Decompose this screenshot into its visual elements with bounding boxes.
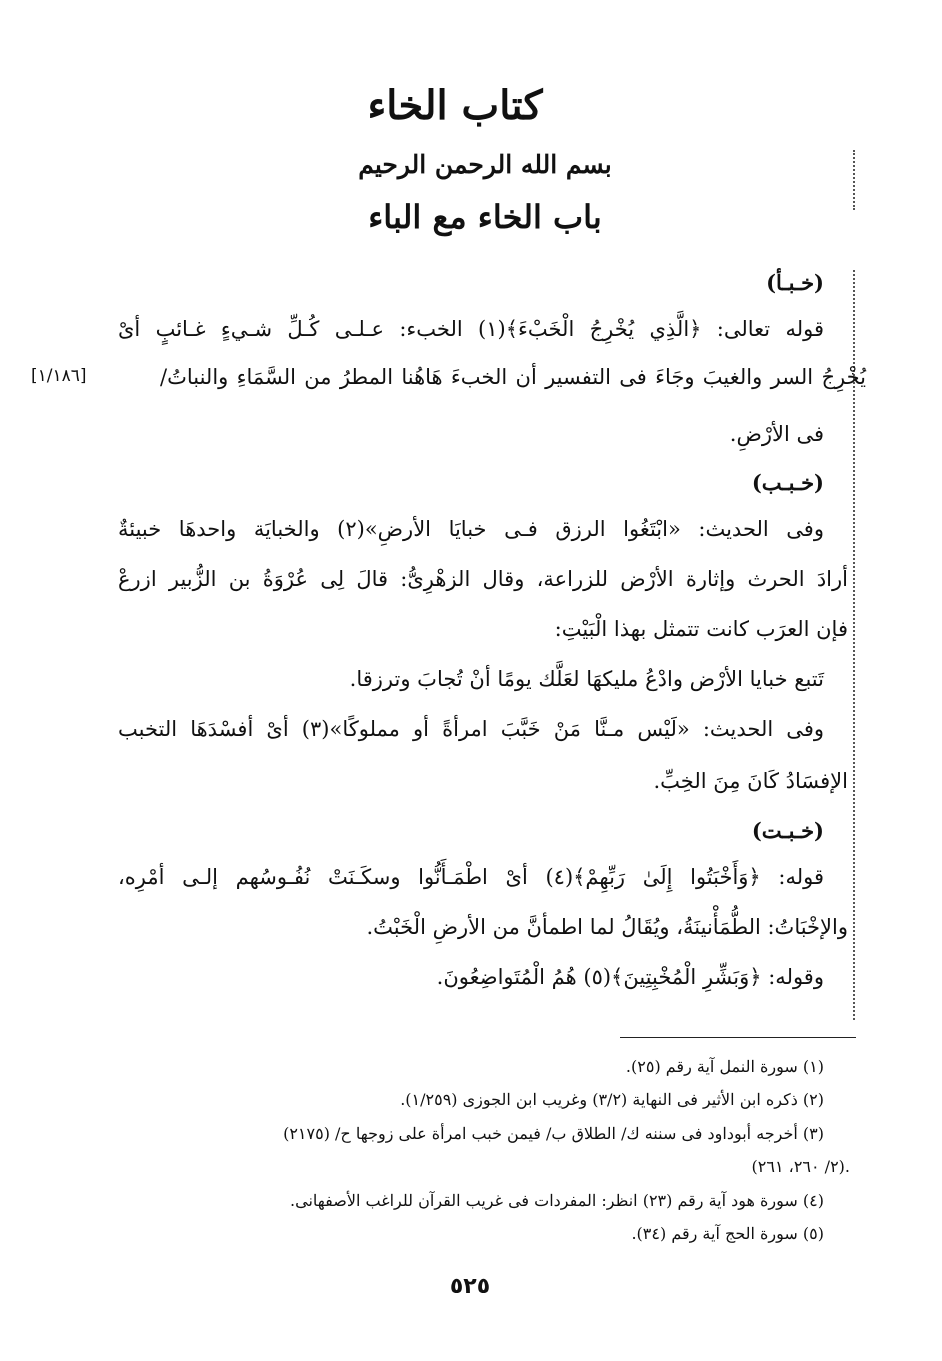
footnote: (٢) ذكره ابن الأثير فى النهاية (٣/٢) وغريب ابن الجوزى (١/٢٥٩).	[400, 1090, 824, 1109]
text-line: أرادَ الحرث وإثارة الأرْض للزراعة، وقال الزهْرِىُّ: قالَ لِى عُرْوَةُ بن الزُّبير ازرعْ	[118, 567, 848, 591]
book-title: كتاب الخاء	[367, 82, 543, 129]
root-heading: (خـبـت)	[751, 818, 824, 843]
text-line: يُخْرِجُ السر والغيبَ وجَاءَ فى التفسير أن الخبءَ هَاهُنا المطرُ من السَّمَاءِ والنباتُ/	[160, 365, 866, 389]
text-line: فإن العرَب كانت تتمثل بهذا الْبَيْتِ:	[554, 617, 848, 641]
margin-dots	[853, 150, 857, 210]
footnote-separator	[620, 1037, 856, 1038]
footnote: (٣) أخرجه أبوداود فى سننه ك/ الطلاق ب/ فيمن خبب امرأة على زوجها ح/ (٢١٧٥)	[283, 1124, 824, 1143]
text-line: فى الأرْضِ.	[729, 422, 824, 446]
basmala: بسم الله الرحمن الرحيم	[358, 150, 612, 179]
text-line: وفى الحديث: «ابْتَغُوا الرزق فـى خبايَا الأرضِ»(٢) والخبايَة واحدهَا خبيئةٌ	[118, 517, 824, 541]
footnote: (٥) سورة الحج آية رقم (٣٤).	[631, 1224, 824, 1243]
text-line: وفى الحديث: «لَيْس مـنَّا مَنْ خَبَّبَ امرأةً أو مملوكًا»(٣) أىْ أفسْدَهَا التخبب	[118, 717, 824, 741]
page-number: ٥٢٥	[449, 1274, 491, 1299]
text-line: قوله: ﴿وَأَخْبَتُوا إِلَىٰ رَبِّهِمْ﴾(٤) أىْ اطْمَـأَنُّوا وسكَـنَتْ نُفُـوسُهم إلـى أمْرِه،	[118, 865, 825, 889]
root-heading: (خـبـب)	[751, 470, 824, 495]
margin-marker: [١/١٨٦]	[31, 366, 87, 386]
chapter-title: باب الخاء مع الباء	[368, 198, 602, 236]
poem-verse: تَتبع خبايا الأرْض وادْعُ مليكهَا لعَلَّك يومًا أنْ تُجابَ وترزقا.	[349, 667, 824, 691]
footnote: (١) سورة النمل آية رقم (٢٥).	[625, 1057, 824, 1076]
text-line: الإفسَادُ كَانَ مِنَ الخِبِّ.	[653, 769, 848, 793]
footnote-continuation: (٢/ ٢٦٠، ٢٦١).	[751, 1157, 850, 1176]
text-line: قوله تعالى: ﴿الَّذِي يُخْرِجُ الْخَبْءَ﴾(١) الخبء: عـلـى كُـلِّ شـيءٍ غـائبٍ أىْ	[118, 317, 824, 341]
footnote: (٤) سورة هود آية رقم (٢٣) انظر: المفردات فى غريب القرآن للراغب الأصفهانى.	[290, 1191, 824, 1210]
text-line: والإخْبَاتُ: الطُّمَأْنينَةُ، ويُقَالُ لما اطمأنَّ من الأرضِ الْخَبْتُ.	[366, 915, 848, 939]
root-heading: (خـبـأ)	[766, 270, 824, 295]
text-line: وقوله: ﴿وَبَشِّرِ الْمُخْبِتِينَ﴾(٥) هُمُ الْمُتَواضِعُونَ.	[436, 965, 824, 989]
